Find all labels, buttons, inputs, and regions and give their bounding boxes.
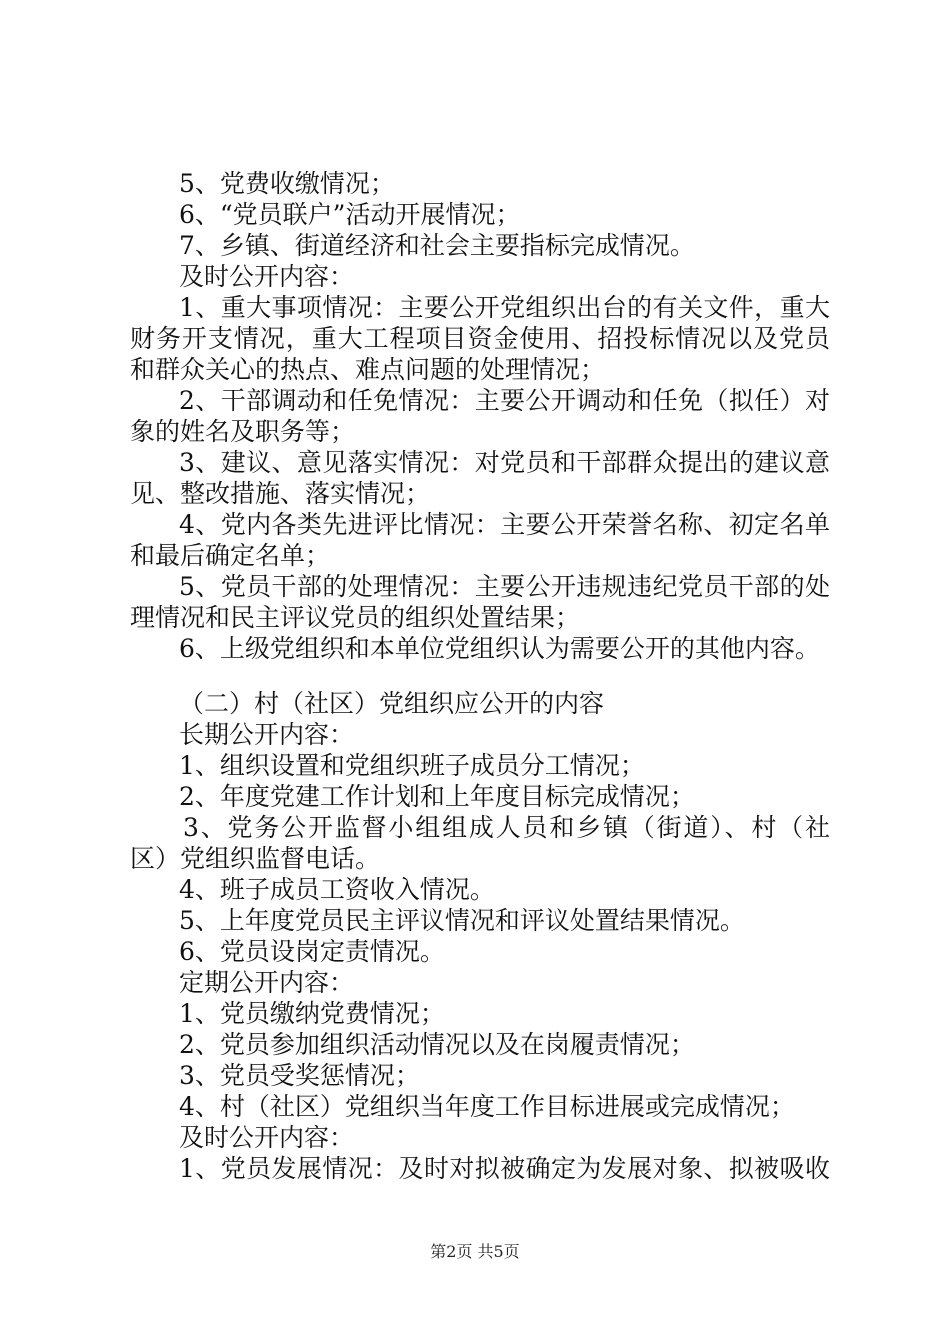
text-line: 1、党员发展情况：及时对拟被确定为发展对象、拟被吸收 [179, 1154, 830, 1183]
text-line: 4、党内各类先进评比情况：主要公开荣誉名称、初定名单 [179, 510, 830, 539]
text-line: 7、乡镇、街道经济和社会主要指标完成情况。 [179, 231, 695, 260]
text-line: 4、班子成员工资收入情况。 [179, 875, 495, 904]
section-heading: （二）村（社区）党组织应公开的内容 [179, 689, 605, 718]
text-line: 3、党务公开监督小组组成人员和乡镇（街道）、村（社 [183, 813, 830, 842]
text-line: 见、整改措施、落实情况； [130, 479, 431, 508]
text-line: 6、上级党组织和本单位党组织认为需要公开的其他内容。 [179, 634, 820, 663]
text-line: 象的姓名及职务等； [130, 417, 356, 446]
text-line: 3、党员受奖惩情况； [179, 1061, 420, 1090]
text-line: 4、村（社区）党组织当年度工作目标进展或完成情况； [179, 1092, 795, 1121]
text-line: 和最后确定名单； [130, 541, 331, 570]
text-line: 财务开支情况，重大工程项目资金使用、招投标情况以及党员 [130, 324, 830, 353]
text-line: 区）党组织监督电话。 [130, 844, 381, 873]
paragraph-gap [130, 664, 830, 688]
text-line: 6、党员设岗定责情况。 [179, 937, 445, 966]
text-line: 及时公开内容： [179, 262, 355, 291]
text-line: 2、年度党建工作计划和上年度目标完成情况； [179, 782, 695, 811]
text-line: 1、组织设置和党组织班子成员分工情况； [179, 751, 645, 780]
text-line: 2、干部调动和任免情况：主要公开调动和任免（拟任）对 [179, 386, 830, 415]
text-line: 1、重大事项情况：主要公开党组织出台的有关文件，重大 [179, 293, 830, 322]
text-line: 理情况和民主评议党员的组织处置结果； [130, 603, 581, 632]
text-line: 2、党员参加组织活动情况以及在岗履责情况； [179, 1030, 695, 1059]
text-line: 5、上年度党员民主评议情况和评议处置结果情况。 [179, 906, 745, 935]
text-line: 长期公开内容： [179, 720, 355, 749]
text-line: 1、党员缴纳党费情况； [179, 999, 445, 1028]
page-number-footer: 第2页 共5页 [430, 1242, 520, 1261]
document-body [130, 168, 830, 1184]
text-line: 6、“党员联户”活动开展情况； [179, 200, 521, 229]
text-line: 3、建议、意见落实情况：对党员和干部群众提出的建议意 [179, 448, 830, 477]
text-line: 定期公开内容： [179, 968, 355, 997]
text-line: 5、党费收缴情况； [179, 169, 395, 198]
text-line: 和群众关心的热点、难点问题的处理情况； [130, 355, 606, 384]
text-line: 及时公开内容： [179, 1123, 355, 1152]
text-line: 5、党员干部的处理情况：主要公开违规违纪党员干部的处 [179, 572, 830, 601]
